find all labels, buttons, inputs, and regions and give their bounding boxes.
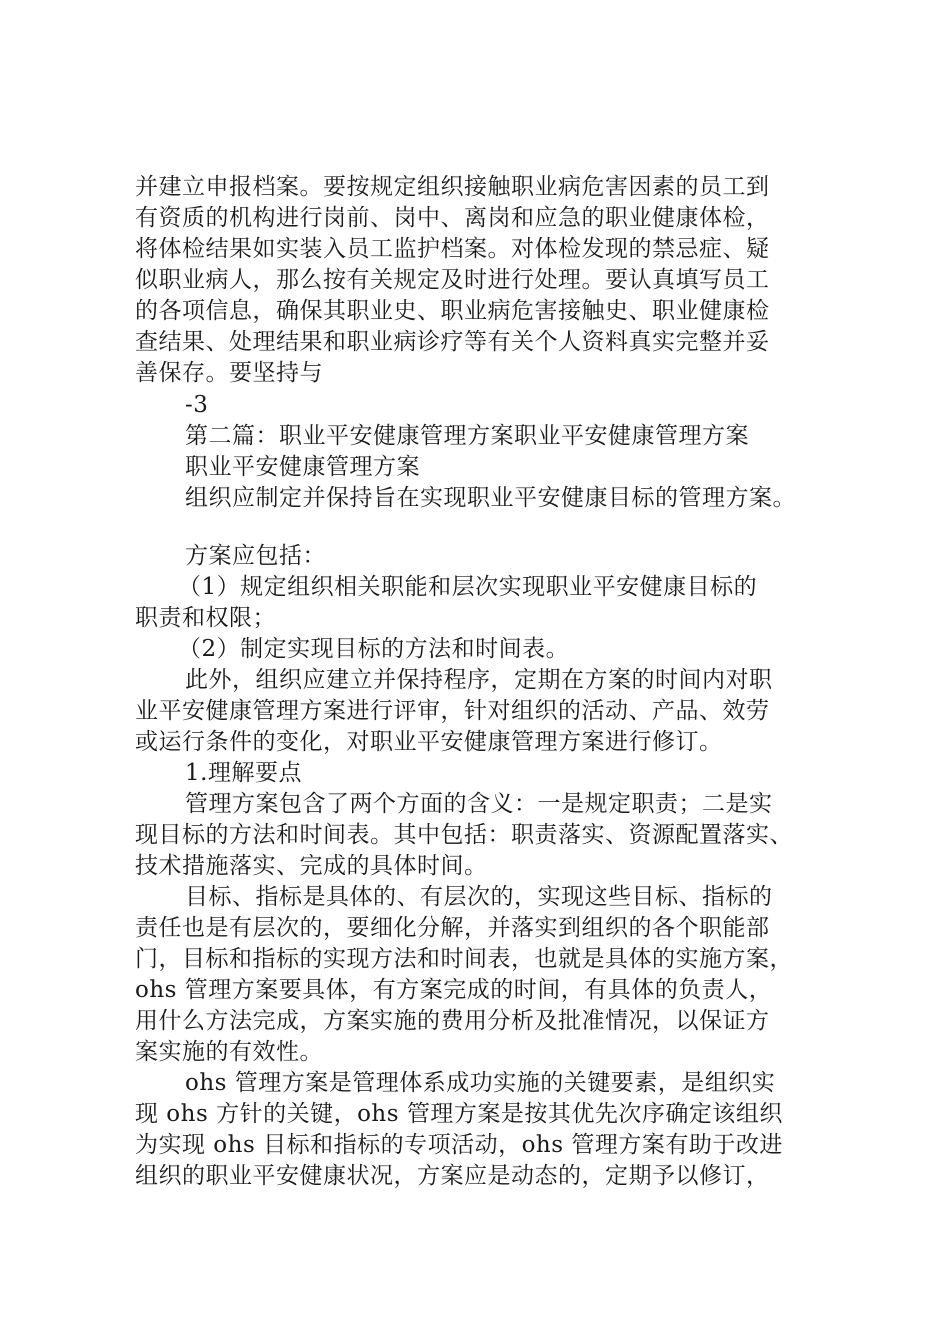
text-line: 管理方案包含了两个方面的含义：一是规定职责；二是实 — [185, 791, 773, 817]
text-line: 有资质的机构进行岗前、岗中、离岗和应急的职业健康体检， — [135, 205, 770, 231]
text-line: 似职业病人，那么按有关规定及时进行处理。要认真填写员工 — [135, 267, 770, 293]
text-line: 或运行条件的变化，对职业平安健康管理方案进行修订。 — [135, 729, 723, 755]
text-line: 并建立申报档案。要按规定组织接触职业病危害因素的员工到 — [135, 174, 770, 200]
text-line: 业平安健康管理方案进行评审，针对组织的活动、产品、效劳 — [135, 698, 770, 724]
text-line: 的各项信息，确保其职业史、职业病危害接触史、职业健康检 — [135, 298, 770, 324]
text-line: 善保存。要坚持与 — [135, 360, 323, 386]
text-line: 现目标的方法和时间表。其中包括：职责落实、资源配置落实、 — [135, 822, 793, 848]
text-line: 将体检结果如实装入员工监护档案。对体检发现的禁忌症、疑 — [135, 236, 770, 262]
section-heading: 第二篇：职业平安健康管理方案职业平安健康管理方案 — [185, 423, 749, 449]
text-line: 职责和权限； — [135, 605, 276, 631]
text-line: 组织的职业平安健康状况，方案应是动态的，定期予以修订， — [135, 1163, 770, 1189]
text-line: ohs 管理方案是管理体系成功实施的关键要素，是组织实 — [185, 1070, 776, 1096]
section-subtitle: 职业平安健康管理方案 — [185, 454, 420, 480]
text-line: 责任也是有层次的，要细化分解，并落实到组织的各个职能部 — [135, 915, 770, 941]
text-line: 目标、指标是具体的、有层次的，实现这些目标、指标的 — [185, 884, 773, 910]
text-line: 现 ohs 方针的关键，ohs 管理方案是按其优先次序确定该组织 — [135, 1101, 783, 1127]
text-line: 此外，组织应建立并保持程序，定期在方案的时间内对职 — [185, 667, 773, 693]
text-line: 技术措施落实、完成的具体时间。 — [135, 853, 488, 879]
subsection-heading: 1.理解要点 — [185, 760, 302, 786]
text-line: 方案应包括： — [185, 543, 326, 569]
text-line: ohs 管理方案要具体，有方案完成的时间，有具体的负责人， — [135, 977, 773, 1003]
text-line: 用什么方法完成，方案实施的费用分析及批准情况，以保证方 — [135, 1008, 770, 1034]
list-item: （2）制定实现目标的方法和时间表。 — [178, 636, 570, 662]
text-line: 为实现 ohs 目标和指标的专项活动，ohs 管理方案有助于改进 — [135, 1132, 783, 1158]
text-line: 查结果、处理结果和职业病诊疗等有关个人资料真实完整并妥 — [135, 329, 770, 355]
page-number: -3 — [185, 392, 209, 418]
text-line: 组织应制定并保持旨在实现职业平安健康目标的管理方案。 — [185, 485, 796, 511]
text-line: 案实施的有效性。 — [135, 1039, 323, 1065]
list-item: （1）规定组织相关职能和层次实现职业平安健康目标的 — [178, 574, 758, 600]
text-line: 门，目标和指标的实现方法和时间表，也就是具体的实施方案， — [135, 946, 793, 972]
